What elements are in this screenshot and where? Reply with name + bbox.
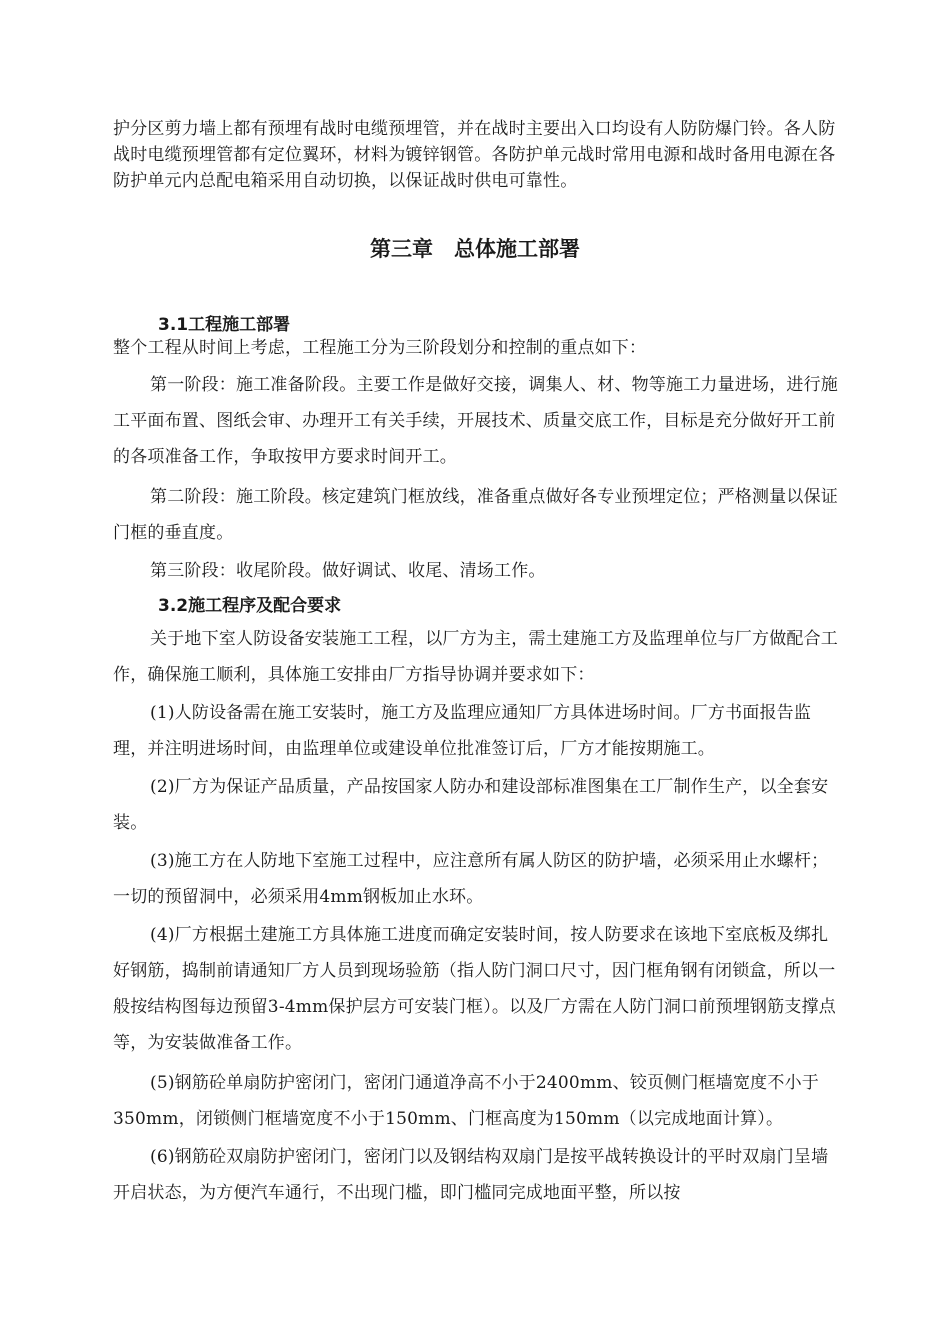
paragraph-3-2-6: (5)钢筋砼单扇防护密闭门，密闭门通道净高不小于2400mm、铰页侧门框墙宽度不小于350mm，闭锁侧门框墙宽度不小于150mm、门框高度为150mm（以完成地面计算）。 — [113, 1073, 819, 1129]
paragraph-3-2-5: (4)厂方根据土建施工方具体施工进度而确定安装时间，按人防要求在该地下室底板及绑扎好钢筋，捣制前请通知厂方人员到现场验筋（指人防门洞口尺寸，因门框角钢有闭锁盒，所以一般按结构图每边预留3-4mm保护层方可安装门框）。以及厂方需在人防门洞口前预埋钢筋支撑点等，为安装做准备工作。 — [113, 925, 836, 1053]
chapter-title: 第三章 总体施工部署 — [370, 237, 580, 261]
paragraph-3-2-4: (3)施工方在人防地下室施工过程中，应注意所有属人防区的防护墙，必须采用止水螺杆；一切的预留洞中，必须采用4mm钢板加止水环。 — [113, 851, 829, 907]
paragraph-3-1-4: 第三阶段：收尾阶段。做好调试、收尾、清场工作。 — [150, 561, 546, 581]
section-heading-3-1: 3.1工程施工部署 — [158, 315, 291, 335]
paragraph-3-1-2: 第一阶段：施工准备阶段。主要工作是做好交接，调集人、材、物等施工力量进场，进行施工平面布置、图纸会审、办理开工有关手续，开展技术、质量交底工作，目标是充分做好开工前的各项准备工作，争取按甲方要求时间开工。 — [113, 375, 838, 467]
paragraph-3-2-3: (2)厂方为保证产品质量，产品按国家人防办和建设部标准图集在工厂制作生产，以全套安装。 — [113, 777, 829, 833]
paragraph-3-1-1: 整个工程从时间上考虑，工程施工分为三阶段划分和控制的重点如下： — [113, 338, 647, 358]
paragraph-3-1-3: 第二阶段：施工阶段。核定建筑门框放线，准备重点做好各专业预埋定位；严格测量以保证门框的垂直度。 — [113, 487, 838, 543]
paragraph-3-2-2: (1)人防设备需在施工安装时，施工方及监理应通知厂方具体进场时间。厂方书面报告监理，并注明进场时间，由监理单位或建设单位批准签订后，厂方才能按期施工。 — [113, 703, 812, 759]
section-heading-3-2: 3.2施工程序及配合要求 — [158, 596, 342, 616]
paragraph-3-2-1: 关于地下室人防设备安装施工工程，以厂方为主，需土建施工方及监理单位与厂方做配合工作，确保施工顺利，具体施工安排由厂方指导协调并要求如下： — [113, 629, 838, 685]
paragraph-3-2-7: (6)钢筋砼双扇防护密闭门，密闭门以及钢结构双扇门是按平战转换设计的平时双扇门呈墙开启状态，为方便汽车通行，不出现门槛，即门槛同完成地面平整，所以按 — [113, 1147, 829, 1203]
intro-paragraph: 护分区剪力墙上都有预埋有战时电缆预埋管，并在战时主要出入口均设有人防防爆门铃。各人防战时电缆预埋管都有定位翼环，材料为镀锌钢管。各防护单元战时常用电源和战时备用电源在各防护单元内总配电箱采用自动切换，以保证战时供电可靠性。 — [113, 119, 836, 191]
